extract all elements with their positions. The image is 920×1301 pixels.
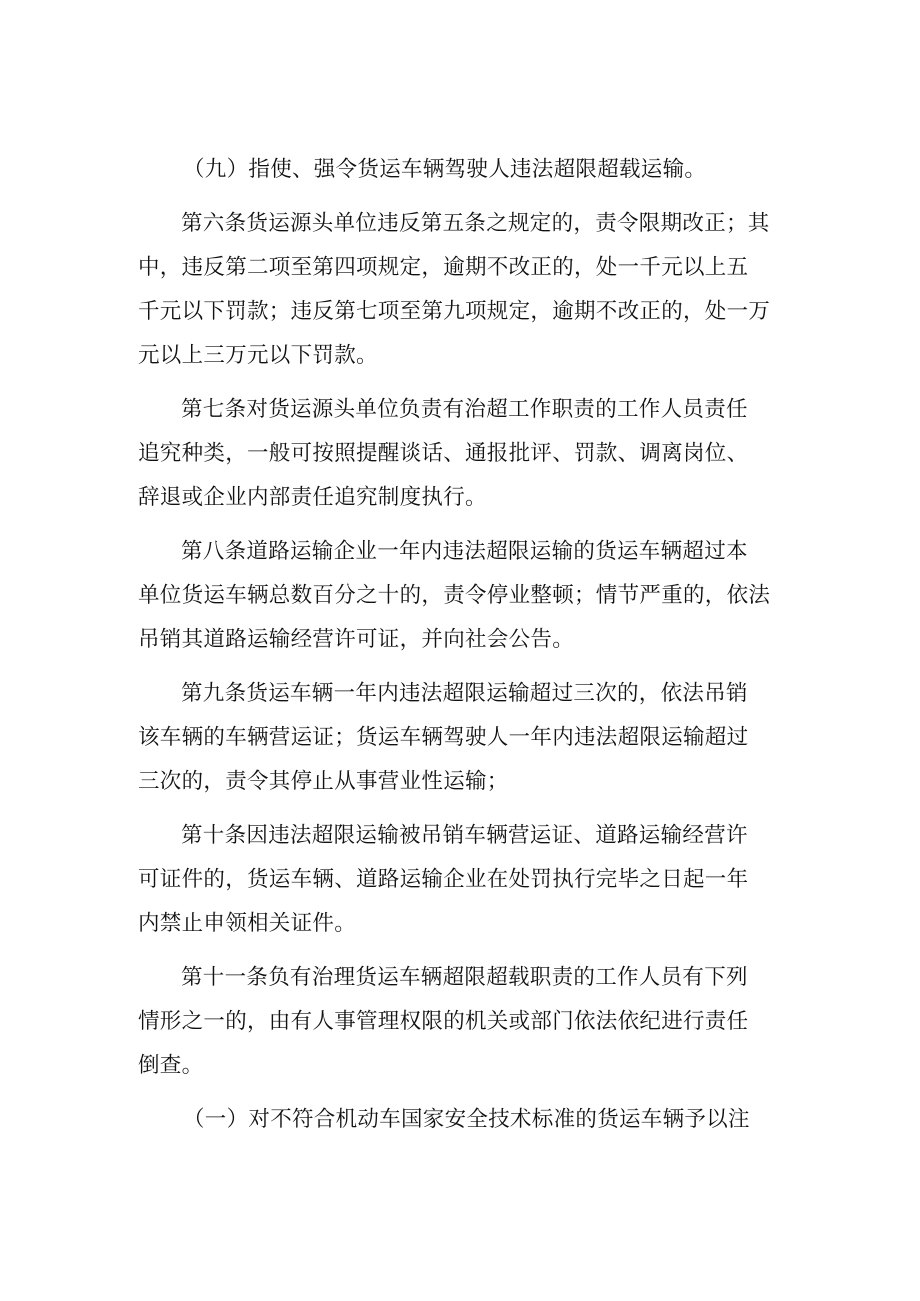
text-line: 第十条因违法超限运输被吊销车辆营运证、道路运输经营许 [181,823,748,848]
paragraph-article-10 [138,814,788,946]
text-line: 追究种类，一般可按照提醒谈话、通报批评、罚款、调离岗位、 [138,441,749,466]
text-line: 该车辆的车辆营运证；货运车辆驾驶人一年内违法超限运输超过 [138,725,749,750]
text-line: 辞退或企业内部责任追究制度执行。 [138,485,487,510]
text-line: 第六条货运源头单位违反第五条之规定的，责令限期改正；其 [181,211,770,236]
paragraph-article-9 [138,672,788,804]
text-line: 第七条对货运源头单位负责有治超工作职责的工作人员责任 [181,397,748,422]
text-line: 可证件的，货运车辆、道路运输企业在处罚执行完毕之日起一年 [138,867,749,892]
text-line: 三次的，责令其停止从事营业性运输； [138,769,509,794]
paragraph-article-6 [138,202,788,378]
text-line: 倒查。 [138,1053,204,1078]
paragraph-item-1 [138,1098,788,1142]
text-line: 吊销其道路运输经营许可证，并向社会公告。 [138,627,575,652]
text-line: 情形之一的，由有人事管理权限的机关或部门依法依纪进行责任 [138,1009,749,1034]
text-line: 第十一条负有治理货运车辆超限超载职责的工作人员有下列 [181,965,748,990]
text-line: 千元以下罚款；违反第七项至第九项规定，逾期不改正的，处一万 [138,299,771,324]
document-page [138,148,788,1152]
paragraph-item-9 [138,148,788,192]
text-line: 内禁止申领相关证件。 [138,911,357,936]
text-line: 单位货运车辆总数百分之十的，责令停业整顿；情节严重的，依法 [138,583,771,608]
text-line: 中，违反第二项至第四项规定，逾期不改正的，处一千元以上五 [138,255,749,280]
paragraph-article-7 [138,388,788,520]
paragraph-article-8 [138,530,788,662]
text-line: 元以上三万元以下罚款。 [138,343,378,368]
text-line: 第九条货运车辆一年内违法超限运输超过三次的，依法吊销 [181,681,748,706]
paragraph-article-11 [138,956,788,1088]
text-line: 第八条道路运输企业一年内违法超限运输的货运车辆超过本 [181,539,748,564]
text-line: （一）对不符合机动车国家安全技术标准的货运车辆予以注 [183,1107,750,1132]
text-line: （九）指使、强令货运车辆驾驶人违法超限超载运输。 [183,157,707,182]
